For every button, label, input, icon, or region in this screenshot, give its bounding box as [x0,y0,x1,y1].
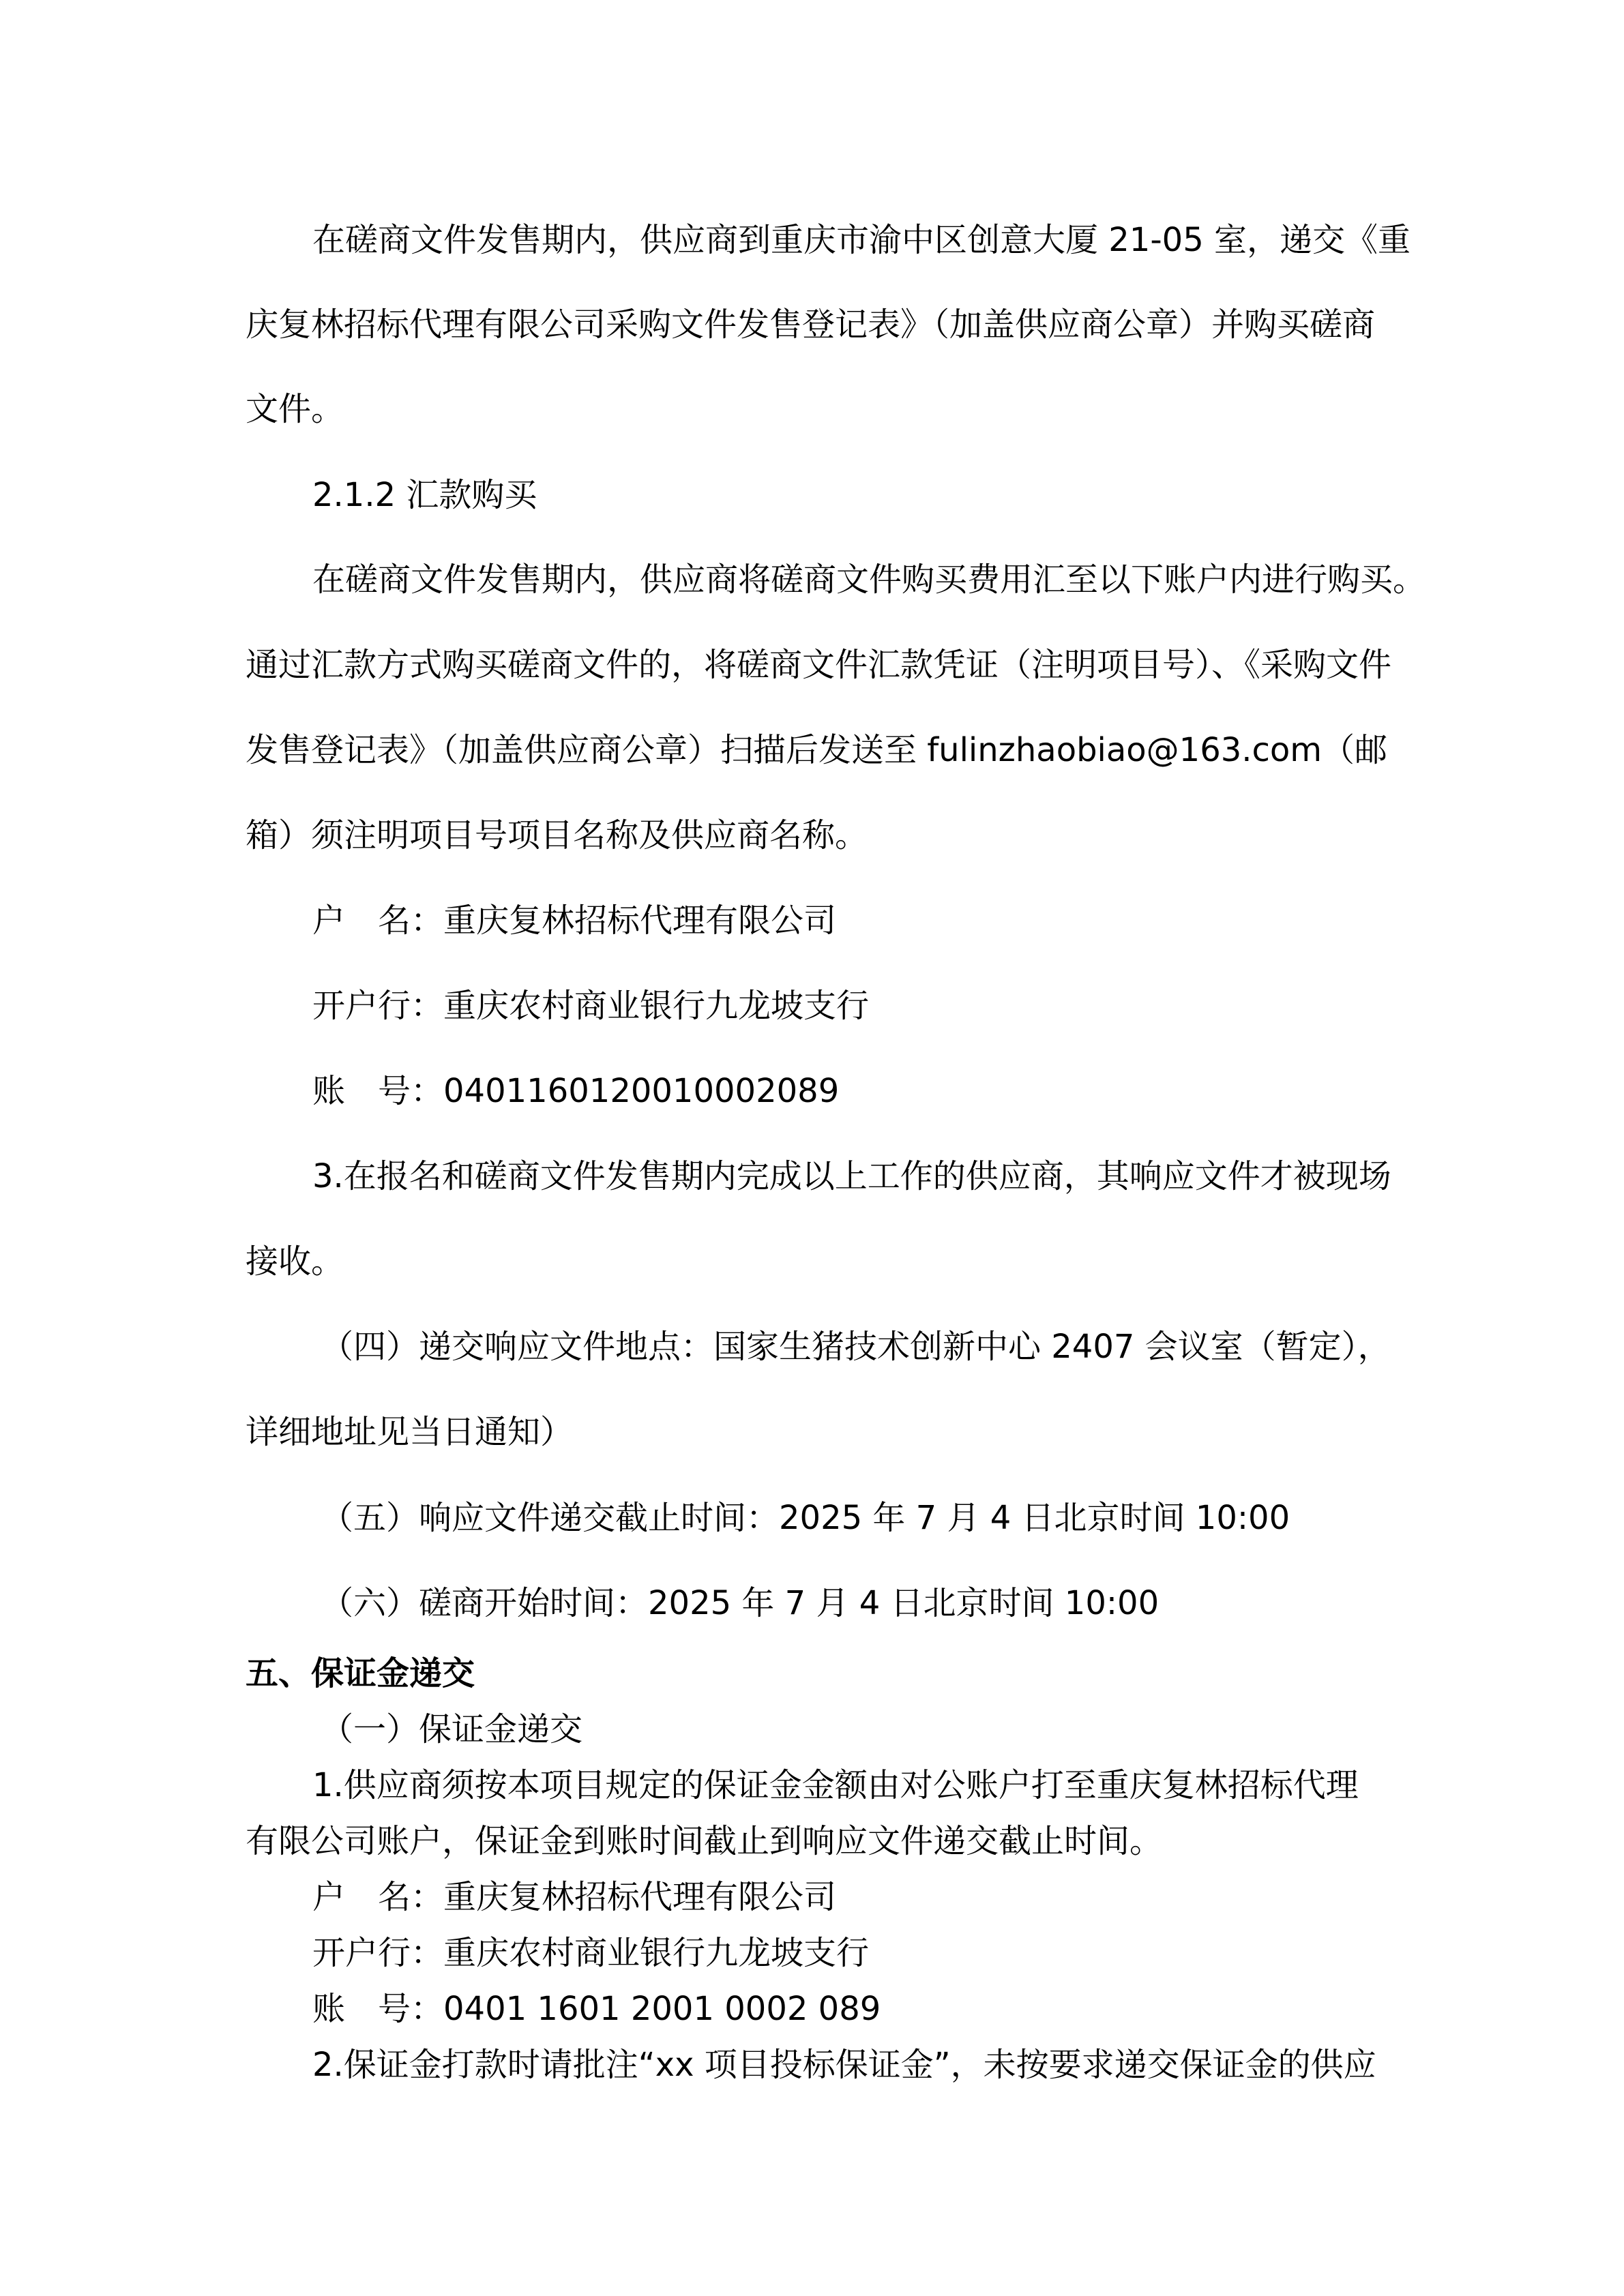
paragraph-line: 1.供应商须按本项目规定的保证金金额由对公账户打至重庆复林招标代理 [312,1766,1359,1804]
paragraph-line: 通过汇款方式购买磋商文件的，将磋商文件汇款凭证（注明项目号）、《采购文件 [246,646,1392,684]
paragraph-line: 2.保证金打款时请批注“xx 项目投标保证金”，未按要求递交保证金的供应 [312,2046,1376,2084]
paragraph-line: 在磋商文件发售期内，供应商到重庆市渝中区创意大厦 21-05 室，递交《重 [312,221,1411,259]
paragraph-line: 箱）须注明项目号项目名称及供应商名称。 [246,816,868,854]
subsection-heading: （一）保证金递交 [321,1710,583,1748]
paragraph-line: （六）磋商开始时间：2025 年 7 月 4 日北京时间 10:00 [321,1584,1160,1622]
paragraph-line: 发售登记表》（加盖供应商公章）扫描后发送至 fulinzhaobiao@163.com（邮 [246,731,1388,769]
account-name-line: 户 名：重庆复林招标代理有限公司 [312,1878,837,1916]
paragraph-line: （五）响应文件递交截止时间：2025 年 7 月 4 日北京时间 10:00 [321,1499,1290,1537]
bank-line: 开户行：重庆农村商业银行九龙坡支行 [312,1934,870,1972]
paragraph-line: 3.在报名和磋商文件发售期内完成以上工作的供应商，其响应文件才被现场 [312,1157,1391,1195]
account-name-line: 户 名：重庆复林招标代理有限公司 [312,901,837,940]
section-subheading: 2.1.2 汇款购买 [312,476,537,514]
section-heading: 五、保证金递交 [246,1654,475,1693]
account-number-line: 账 号：0401160120010002089 [312,1072,840,1110]
paragraph-line: 庆复林招标代理有限公司采购文件发售登记表》（加盖供应商公章）并购买磋商 [246,305,1376,344]
paragraph-line: 在磋商文件发售期内，供应商将磋商文件购买费用汇至以下账户内进行购买。 [312,561,1426,599]
paragraph-line: 详细地址见当日通知） [246,1413,574,1451]
paragraph-line: 接收。 [246,1242,344,1281]
paragraph-line: 有限公司账户，保证金到账时间截止到响应文件递交截止时间。 [246,1822,1163,1860]
paragraph-line: （四）递交响应文件地点：国家生猪技术创新中心 2407 会议室（暂定）， [321,1328,1391,1366]
account-number-line: 账 号：0401 1601 2001 0002 089 [312,1990,881,2028]
bank-line: 开户行：重庆农村商业银行九龙坡支行 [312,987,870,1025]
paragraph-line: 文件。 [246,390,344,428]
